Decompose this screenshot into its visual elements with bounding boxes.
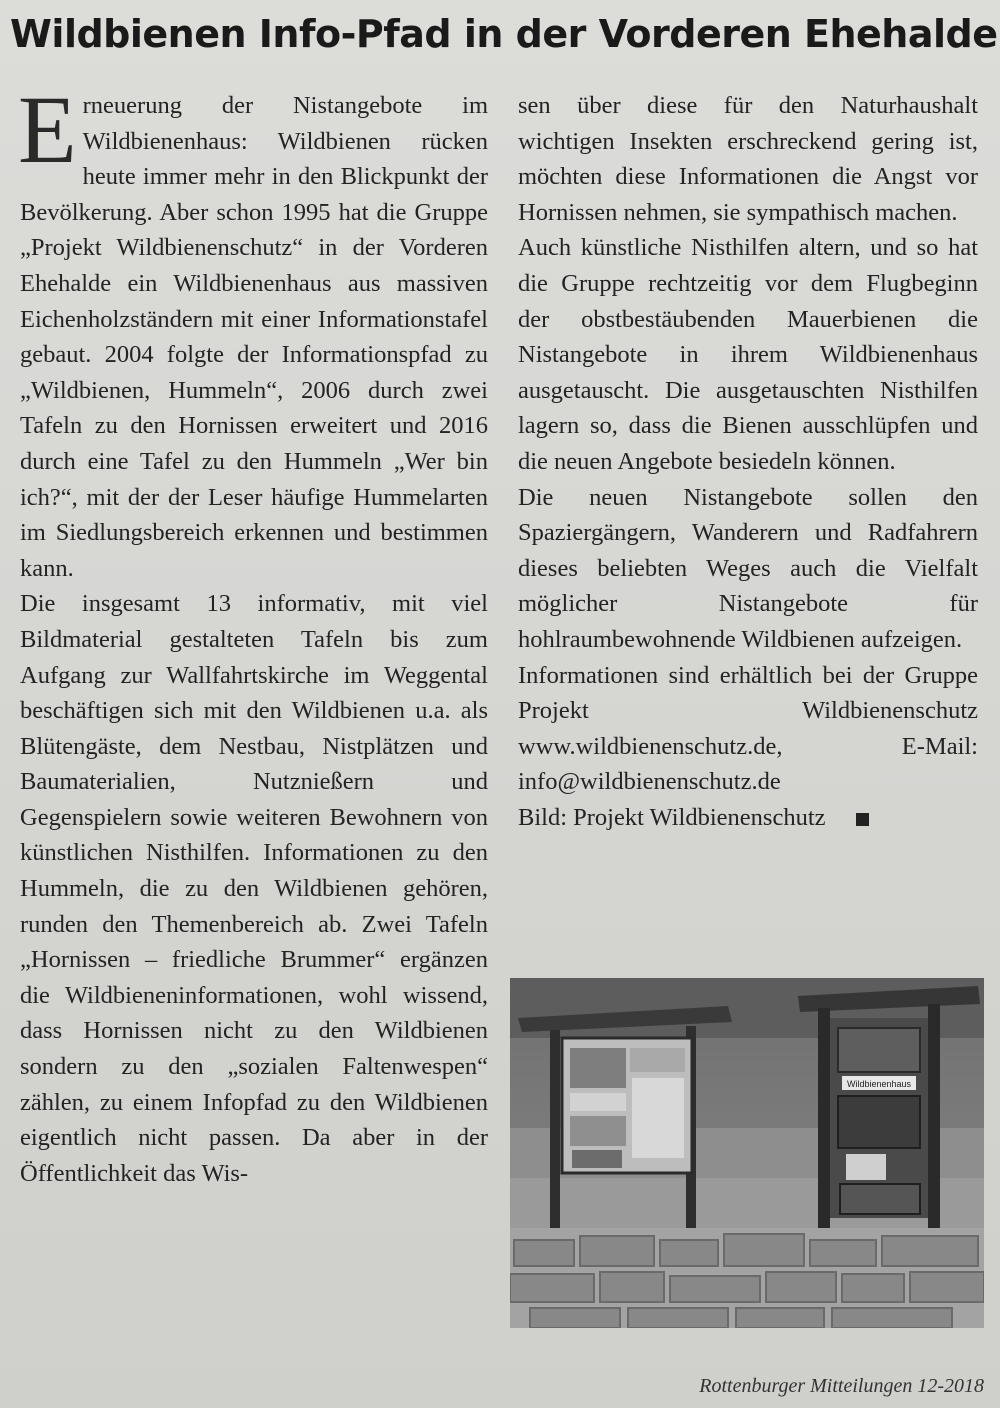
article-paragraph: Auch künstliche Nisthilfen altern, und so hat die Gruppe rechtzeitig vor dem Flugbeginn der obstbestäubenden Mauerbienen die Nistangebote in ihrem Wildbienenhaus ausgetauscht. Die ausgetauschten Nisthilfen lagern so, dass die Bienen ausschlüpfen und die neuen Angebote besiedeln können. (518, 234, 978, 475)
paragraph-text: rneuerung der Nistangebote im Wildbienenhaus: Wildbienen rücken heute immer mehr in den Blickpunkt der Bevölkerung. Aber schon 1995 hat die Gruppe „Projekt Wildbienenschutz“ in der Vorderen Ehehalde ein Wildbienenhaus aus massiven Eichenholzständern mit einer Informationstafel gebaut. 2004 folgte der Informationspfad zu „Wildbienen, Hummeln“, 2006 durch zwei Tafeln zu den Hornissen erweitert und 2016 durch eine Tafel zu den Hummeln „Wer bin ich?“, mit der der Leser häufige Hummelarten im Siedlungsbereich erkennen und bestimmen kann. (20, 92, 488, 582)
photo-credit: Bild: Projekt Wildbienenschutz (518, 803, 826, 831)
photo-sign-label: Wildbienenhaus (846, 1079, 912, 1089)
article-paragraph: Informationen sind erhältlich bei der Gruppe Projekt Wildbienenschutz www.wildbienenschutz.de, E-Mail: info@wildbienenschutz.de (518, 661, 978, 796)
end-of-article-mark (856, 813, 869, 826)
article-paragraph (18, 76, 488, 586)
article-column-left (18, 76, 488, 1191)
article-column-right (518, 88, 978, 835)
article-photo (510, 978, 984, 1328)
article-paragraph: Die insgesamt 13 informativ, mit viel Bildmaterial gestalteten Tafeln bis zum Aufgang zur Wallfahrtskirche im Weggental beschäftigen sich mit den Wildbienen u.a. als Blütengäste, dem Nestbau, Nistplätzen und Baumaterialien, Nutznießern und Gegenspielern sowie weiteren Bewohnern von künstlichen Nisthilfen. Informationen zu den Hummeln, die zu den Wildbienen gehören, runden den Themenbereich ab. Zwei Tafeln „Hornissen – friedliche Brummer“ ergänzen die Wildbieneninformationen, wohl wissend, dass Hornissen nicht zu den Wildbienen sondern zu den „sozialen Faltenwespen“ zählen, zu einem Infopfad zu den Wildbienen eigentlich nicht passen. Da aber in der Öffentlichkeit das Wis- (20, 590, 488, 1187)
publication-footer: Rottenburger Mitteilungen 12-2018 (699, 1375, 984, 1397)
article-headline: Wildbienen Info-Pfad in der Vorderen Ehehalde (10, 12, 998, 56)
photo-credit-line (518, 800, 978, 836)
article-paragraph: Die neuen Nistangebote sollen den Spaziergängern, Wanderern und Radfahrern dieses beliebten Weges auch die Vielfalt möglicher Nistangebote für hohlraumbewohnende Wildbienen aufzeigen. (518, 483, 978, 653)
article-paragraph: sen über diese für den Naturhaushalt wichtigen Insekten erschreckend gering ist, möchten diese Informationen die Angst vor Hornissen nehmen, sie sympathisch machen. (518, 92, 978, 226)
drop-cap: E (18, 76, 77, 183)
